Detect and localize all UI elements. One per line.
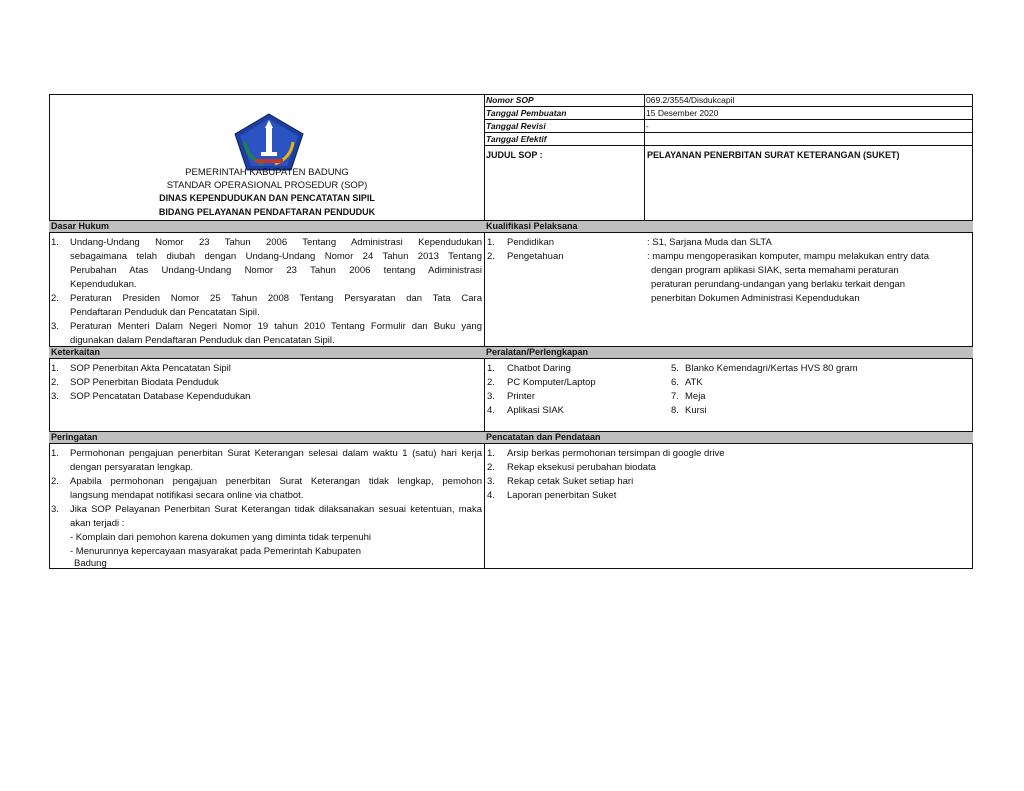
dasar-hukum-header: Dasar Hukum xyxy=(49,220,484,233)
meta-value: 069.2/3554/Disdukcapil xyxy=(646,95,735,105)
list-item: SOP Penerbitan Biodata Penduduk xyxy=(70,377,219,388)
list-number: 1. xyxy=(51,237,59,248)
meta-key: Tanggal Pembuatan xyxy=(486,108,567,118)
list-item: Badung xyxy=(74,558,107,569)
list-number: 3. xyxy=(487,476,495,487)
list-item: Arsip berkas permohonan tersimpan di google drive xyxy=(507,448,725,459)
meta-row-nomor xyxy=(484,94,972,107)
list-item: - Komplain dari pemohon karena dokumen yang diminta tidak terpenuhi xyxy=(70,532,372,543)
list-item: Jika SOP Pelayanan Penerbitan Surat Keterangan tidak dilaksanakan sesuai ketentuan, maka xyxy=(70,504,482,515)
list-item: Chatbot Daring xyxy=(507,363,571,374)
list-item: Kependudukan. xyxy=(70,279,137,290)
list-number: 1. xyxy=(487,448,495,459)
list-item: Printer xyxy=(507,391,535,402)
list-item: langsung mendapat notifikasi secara online via chatbot. xyxy=(70,490,304,501)
list-label: Pendidikan xyxy=(507,237,555,248)
list-number: 3. xyxy=(487,391,495,402)
list-number: 1. xyxy=(487,363,495,374)
kualifikasi-header: Kualifikasi Pelaksana xyxy=(484,220,973,233)
list-item: dengan program aplikasi SIAK, serta memahami peraturan xyxy=(651,265,899,276)
list-item: Kursi xyxy=(685,405,707,416)
list-item: Laporan penerbitan Suket xyxy=(507,490,617,501)
list-number: 2. xyxy=(487,377,495,388)
list-item: penerbitan Dokumen Administrasi Kependudukan xyxy=(651,293,860,304)
list-item: SOP Pencatatan Database Kependudukan xyxy=(70,391,251,402)
list-item: Aplikasi SIAK xyxy=(507,405,565,416)
doc-type: STANDAR OPERASIONAL PROSEDUR (SOP) xyxy=(166,180,368,191)
list-item: dengan persyaratan lengkap. xyxy=(70,462,194,473)
org-name: PEMERINTAH KABUPATEN BADUNG xyxy=(185,167,349,178)
list-item: sebagaimana telah diubah dengan Undang-Undang Nomor 24 Tahun 2013 Tentang xyxy=(70,251,482,262)
list-number: 2. xyxy=(51,476,59,487)
list-label: Pengetahuan xyxy=(507,251,564,262)
list-item: : S1, Sarjana Muda dan SLTA xyxy=(647,237,772,248)
list-item: Rekap eksekusi perubahan biodata xyxy=(507,462,656,473)
list-item: Peraturan Menteri Dalam Negeri Nomor 19 tahun 2010 Tentang Formulir dan Buku yang xyxy=(70,321,482,332)
list-number: 1. xyxy=(51,363,59,374)
list-number: 2. xyxy=(51,293,59,304)
meta-row-tanggal-revisi xyxy=(484,120,972,133)
peralatan-header: Peralatan/Perlengkapan xyxy=(484,346,973,359)
list-item: PC Komputer/Laptop xyxy=(507,377,596,388)
peringatan-header: Peringatan xyxy=(49,431,484,444)
judul-value: PELAYANAN PENERBITAN SURAT KETERANGAN (SUKET) xyxy=(647,150,900,160)
list-number: 4. xyxy=(487,405,495,416)
list-number: 8. xyxy=(671,405,679,416)
list-number: 5. xyxy=(671,363,679,374)
list-item: Perubahan Atas Undang-Undang Nomor 23 Tahun 2006 tentang Adiministrasi xyxy=(70,265,482,276)
meta-key: Nomor SOP xyxy=(486,95,534,105)
list-number: 7. xyxy=(671,391,679,402)
list-item: akan terjadi : xyxy=(70,518,125,529)
list-number: 1. xyxy=(487,237,495,248)
badung-emblem-icon xyxy=(233,112,305,172)
list-item: Rekap cetak Suket setiap hari xyxy=(507,476,634,487)
list-number: 1. xyxy=(51,448,59,459)
list-item: : mampu mengoperasikan komputer, mampu melakukan entry data xyxy=(647,251,929,262)
list-number: 3. xyxy=(51,321,59,332)
list-item: - Menurunnya kepercayaan masyarakat pada Pemerintah Kabupaten xyxy=(70,546,361,557)
list-number: 3. xyxy=(51,391,59,402)
meta-key: Tanggal Revisi xyxy=(486,121,546,131)
dept-name: DINAS KEPENDUDUKAN DAN PENCATATAN SIPIL xyxy=(159,193,375,203)
judul-key: JUDUL SOP : xyxy=(486,150,543,160)
list-item: Undang-Undang Nomor 23 Tahun 2006 Tentang Administrasi Kependudukan xyxy=(70,237,482,248)
division-name: BIDANG PELAYANAN PENDAFTARAN PENDUDUK xyxy=(158,207,376,217)
list-item: Pendaftaran Penduduk dan Pencatatan Sipil. xyxy=(70,307,260,318)
meta-value: 15 Desember 2020 xyxy=(646,108,719,118)
list-number: 2. xyxy=(51,377,59,388)
meta-value: - xyxy=(646,121,649,131)
keterkaitan-header: Keterkaitan xyxy=(49,346,484,359)
list-item: Peraturan Presiden Nomor 25 Tahun 2008 Tentang Persyaratan dan Tata Cara xyxy=(70,293,482,304)
list-item: peraturan perundang-undangan yang berlaku terkait dengan xyxy=(651,279,906,290)
meta-key: Tanggal Efektif xyxy=(486,134,547,144)
list-item: SOP Penerbitan Akta Pencatatan Sipil xyxy=(70,363,231,374)
list-number: 2. xyxy=(487,251,495,262)
list-item: ATK xyxy=(685,377,703,388)
list-item: Meja xyxy=(685,391,706,402)
meta-row-tanggal-pembuatan xyxy=(484,107,972,120)
list-item: Blanko Kemendagri/Kertas HVS 80 gram xyxy=(685,363,858,374)
list-item: Permohonan pengajuan penerbitan Surat Keterangan selesai dalam waktu 1 (satu) hari kerja xyxy=(70,448,482,459)
list-number: 4. xyxy=(487,490,495,501)
meta-row-tanggal-efektif xyxy=(484,133,972,146)
list-item: digunakan dalam Pendaftaran Penduduk dan Pencatatan Sipil. xyxy=(70,335,335,346)
pencatatan-header: Pencatatan dan Pendataan xyxy=(484,431,973,444)
list-number: 3. xyxy=(51,504,59,515)
list-number: 6. xyxy=(671,377,679,388)
list-number: 2. xyxy=(487,462,495,473)
list-item: Apabila permohonan pengajuan penerbitan Surat Keterangan tidak lengkap, pemohon xyxy=(70,476,482,487)
